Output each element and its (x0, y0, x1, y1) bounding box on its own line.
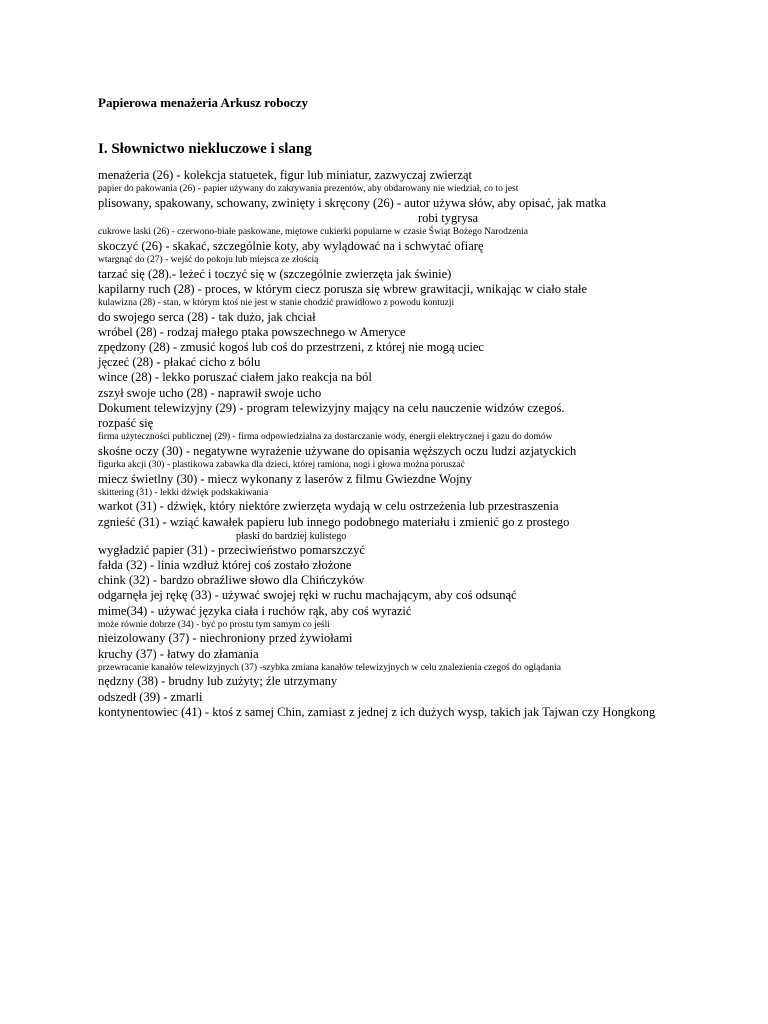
vocabulary-entry: fałda (32) - linia wzdłuż której coś zostało złożone (98, 558, 352, 573)
vocabulary-entry: zpędzony (28) - zmusić kogoś lub coś do przestrzeni, z której nie mogą uciec (98, 340, 484, 354)
vocabulary-entry: odszedł (39) - zmarli (98, 689, 203, 704)
vocabulary-entry: miecz świetlny (30) - miecz wykonany z laserów z filmu Gwiezdne Wojny (98, 471, 472, 486)
vocabulary-entry: menażeria (26) - kolekcja statuetek, figur lub miniatur, zazwyczaj zwierząt (98, 168, 472, 182)
vocabulary-entry: odgarnęła jej rękę (33) - używać swojej ręki w ruchu machającym, aby coś odsunąć (98, 588, 517, 603)
vocabulary-entry: może równie dobrze (34) - być po prostu tym samym co jeśli (98, 619, 330, 630)
vocabulary-entry: tarzać się (28).- leżeć i toczyć się w (szczególnie zwierzęta jak świnie) (98, 266, 452, 281)
vocabulary-entry: nędzny (38) - brudny lub zużyty; źle utrzymany (98, 674, 338, 689)
vocabulary-entry: Dokument telewizyjny (29) - program telewizyjny mający na celu nauczenie widzów czegoś. (98, 400, 565, 415)
vocabulary-entry: zgnieść (31) - wziąć kawałek papieru lub innego podobnego materiału i zmienić go z prostego (98, 514, 570, 529)
vocabulary-entry: wygładzić papier (31) - przeciwieństwo pomarszczyć (98, 542, 365, 557)
vocabulary-entry: chink (32) - bardzo obraźliwe słowo dla Chińczyków (98, 573, 365, 588)
vocabulary-entry: jęczeć (28) - płakać cicho z bólu (98, 355, 261, 370)
vocabulary-entry: przewracanie kanałów telewizyjnych (37) -szybka zmiana kanałów telewizyjnych w celu znalezienia czegoś do oglądania (98, 662, 561, 673)
vocabulary-entry: kontynentowiec (41) - ktoś z samej Chin, zamiast z jednej z ich dużych wysp, takich jak Tajwan czy Hongkong (98, 704, 656, 719)
vocabulary-entry: do swojego serca (28) - tak dużo, jak chciał (98, 309, 316, 324)
vocabulary-entry: wince (28) - lekko poruszać ciałem jako reakcja na ból (98, 370, 372, 385)
section-heading: I. Słownictwo niekluczowe i slang (98, 141, 312, 157)
vocabulary-entry: kulawizna (28) - stan, w którym ktoś nie jest w stanie chodzić prawidłowo z powodu kontuzji (98, 298, 455, 308)
vocabulary-entry: kapilarny ruch (28) - proces, w którym ciecz porusza się wbrew grawitacji, wnikając w ciało stałe (98, 281, 588, 296)
vocabulary-entry: płaski do bardziej kulistego (236, 530, 347, 542)
vocabulary-list (98, 168, 758, 720)
vocabulary-entry: nieizolowany (37) - niechroniony przed żywiołami (98, 631, 353, 646)
vocabulary-entry: mime(34) - używać języka ciała i ruchów rąk, aby coś wyrazić (98, 603, 412, 618)
vocabulary-entry: skoczyć (26) - skakać, szczególnie koty, aby wylądować na i schwytać ofiarę (98, 238, 484, 253)
vocabulary-entry: firma użyteczności publicznej (29) - firma odpowiedzialna za dostarczanie wody, energii elektrycznej i gazu do domów (98, 432, 553, 443)
document-title: Papierowa menażeria Arkusz roboczy (98, 95, 309, 110)
vocabulary-entry: kruchy (37) - łatwy do złamania (98, 646, 259, 661)
vocabulary-entry: figurka akcji (30) - plastikowa zabawka dla dzieci, której ramiona, nogi i głowa można poruszać (98, 460, 465, 471)
vocabulary-entry: wróbel (28) - rodzaj małego ptaka powszechnego w Ameryce (98, 324, 406, 339)
vocabulary-entry: warkot (31) - dźwięk, który niektóre zwierzęta wydają w celu ostrzeżenia lub przestraszenia (98, 499, 559, 514)
vocabulary-entry: wtargnąć do (27) - wejść do pokoju lub miejsca ze złością (98, 255, 319, 265)
vocabulary-entry: papier do pakowania (26) - papier używany do zakrywania prezentów, aby obdarowany nie wiedział, co to jest (98, 184, 519, 195)
vocabulary-entry: skośne oczy (30) - negatywne wyrażenie używane do opisania węższych oczu ludzi azjatyckich (98, 443, 577, 458)
vocabulary-entry: plisowany, spakowany, schowany, zwinięty i skręcony (26) - autor używa słów, aby opisać, jak matka (98, 195, 607, 210)
vocabulary-entry: zszył swoje ucho (28) - naprawił swoje ucho (98, 385, 322, 400)
vocabulary-entry: robi tygrysa (418, 211, 479, 225)
vocabulary-entry: cukrowe laski (26) - czerwono-białe paskowane, miętowe cukierki popularne w czasie Świąt Bożego Narodzenia (98, 227, 528, 238)
vocabulary-entry: skittering (31) - lekki dźwięk podskakiwania (98, 487, 269, 498)
vocabulary-entry: rozpaść się (98, 416, 154, 431)
